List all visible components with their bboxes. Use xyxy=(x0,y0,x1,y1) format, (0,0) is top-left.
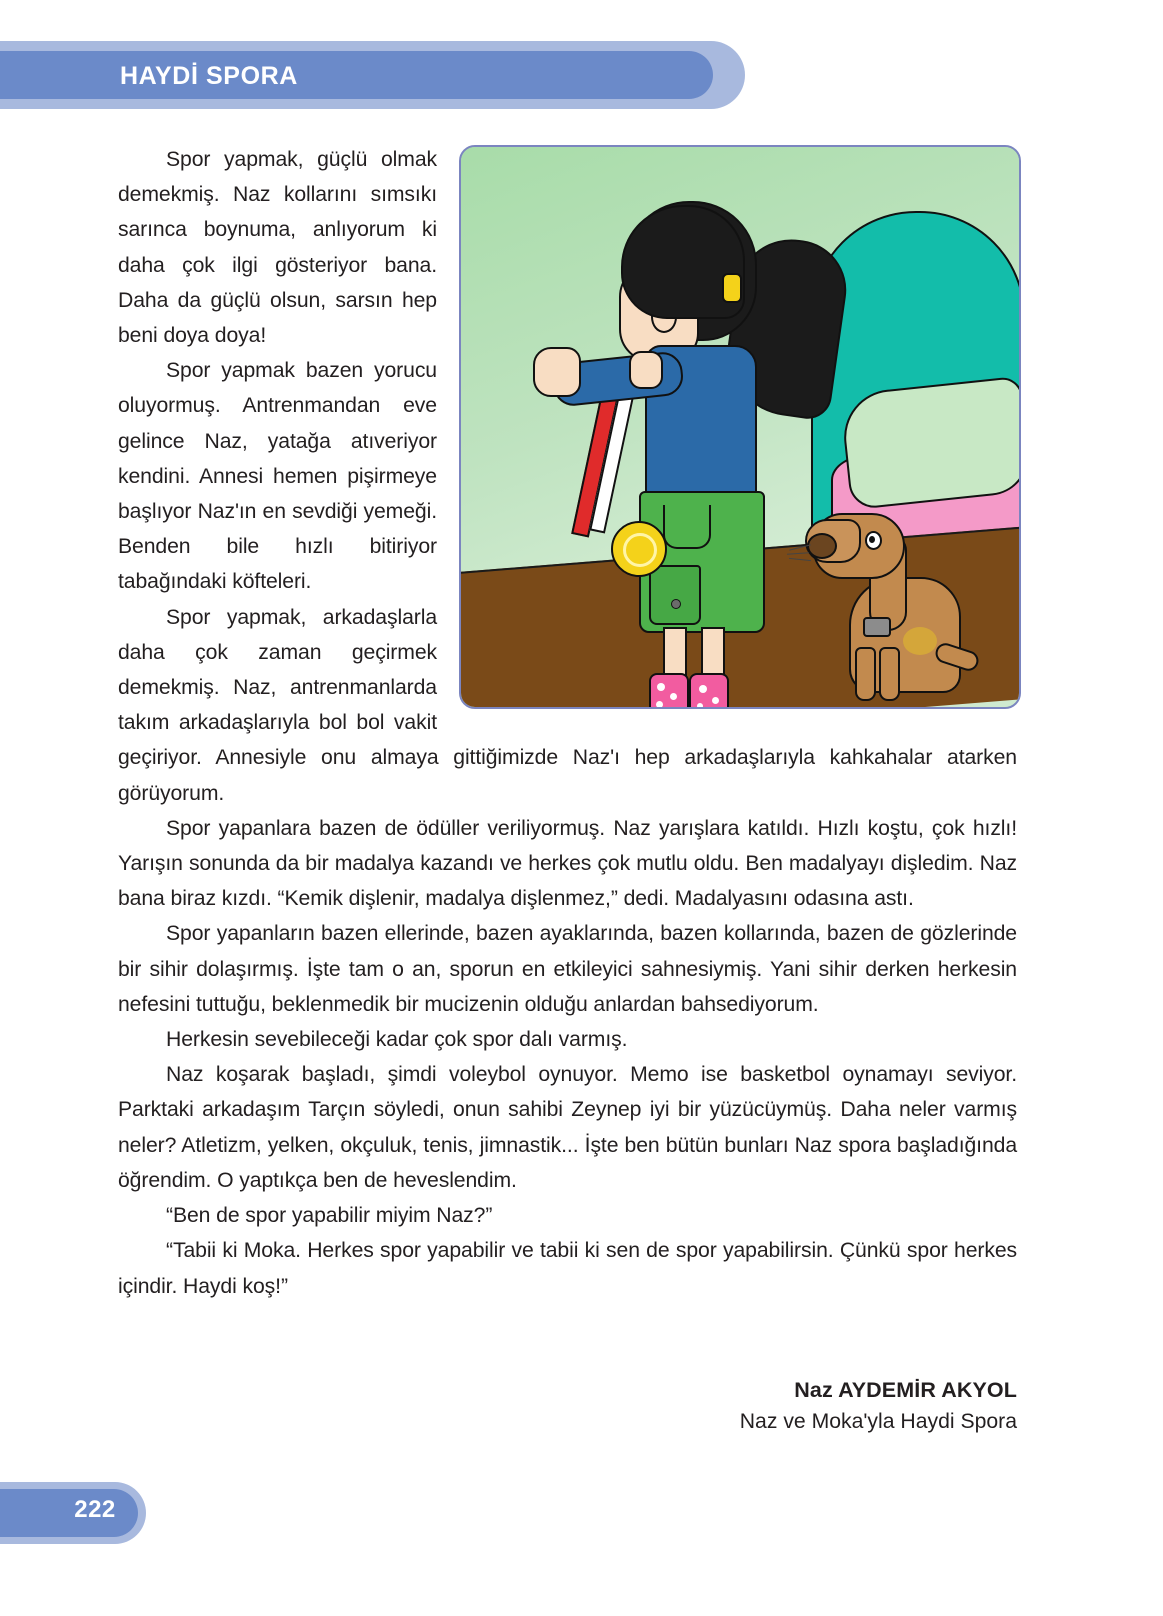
shorts-pocket xyxy=(663,505,711,549)
girl-character xyxy=(579,195,839,695)
gold-medal-icon xyxy=(611,521,667,577)
pocket-button xyxy=(671,599,681,609)
attribution xyxy=(457,1375,1017,1439)
paragraph: Spor yapmak, arkadaşlarla daha çok zaman geçirmek demekmiş. Naz, antrenmanlarda takım arkadaşlarıyla bol bol vakit geçiriyor. Annesiyle onu almaya gittiğimizde Naz'ı hep arkadaşlarıyla kahkahalar atarken görüyorum. xyxy=(118,605,1017,805)
paragraph: Spor yapmak bazen yorucu oluyormuş. Antrenmandan eve gelince Naz, yatağa atıveriyor kendini. Annesi hemen pişirmeye başlıyor Naz'ın en sevdiği yemeği. Benden bile hızlı bitiriyor tabağındaki köfteleri. xyxy=(118,359,437,594)
header-pill xyxy=(0,51,713,99)
story-illustration xyxy=(459,145,1021,709)
girl-hand-left xyxy=(533,347,581,397)
girl-sock-right xyxy=(689,673,729,709)
bed-pillow xyxy=(839,376,1021,510)
paragraph: “Tabii ki Moka. Herkes spor yapabilir ve tabii ki sen de spor yapabilirsin. Çünkü spor herkes içindir. Haydi koş!” xyxy=(118,1239,1017,1298)
dog-fur-patch xyxy=(903,627,937,655)
dog-leg-back xyxy=(879,647,900,701)
dog-collar xyxy=(863,617,891,637)
dog-character xyxy=(807,497,977,697)
dog-muzzle xyxy=(805,519,861,563)
paragraph: Spor yapmak, güçlü olmak demekmiş. Naz kollarını sımsıkı sarınca boynuma, anlıyorum ki daha çok ilgi gösteriyor bana. Daha da güçlü olsun, sarsın hep beni doya doya! xyxy=(118,148,437,348)
paragraph: Herkesin sevebileceği kadar çok spor dalı varmış. xyxy=(166,1028,628,1052)
dog-nose xyxy=(807,533,837,559)
dog-pupil xyxy=(869,536,875,543)
page-number: 222 xyxy=(74,1496,116,1523)
page-title: HAYDİ SPORA xyxy=(120,62,298,90)
paragraph: “Ben de spor yapabilir miyim Naz?” xyxy=(166,1204,493,1228)
attribution-author: Naz AYDEMİR AKYOL xyxy=(794,1378,1017,1402)
paragraph: Spor yapanlara bazen de ödüller veriliyormuş. Naz yarışlara katıldı. Hızlı koştu, çok hızlı! Yarışın sonunda da bir madalya kazandı ve herkes çok mutlu oldu. Ben madalyayı dişledim. Naz bana biraz kızdı. “Kemik dişlenir, madalya dişlenmez,” dedi. Madalyasını odasına astı. xyxy=(118,816,1017,911)
paragraph: Spor yapanların bazen ellerinde, bazen ayaklarında, bazen kollarında, bazen de gözlerinde bir sihir dolaşırmış. İşte tam o an, sporun en etkileyici sahnesiymiş. Yani sihir derken herkesin nefesini tuttuğu, beklenmedik bir mucizenin olduğu anlardan bahsediyorum. xyxy=(118,922,1017,1016)
dog-leg-front xyxy=(855,647,876,701)
paragraph: Naz koşarak başladı, şimdi voleybol oynuyor. Memo ise basketbol oynamayı seviyor. Parktaki arkadaşım Tarçın söyledi, onun sahibi Zeynep iyi bir yüzücüymüş. Daha neler varmış neler? Atletizm, yelken, okçuluk, tenis, jimnastik... İşte ben bütün bunları Naz spora başladığında öğrendim. O yaptıkça ben de heveslendim. xyxy=(118,1063,1017,1192)
article-body xyxy=(118,142,1017,1304)
attribution-source: Naz ve Moka'yla Haydi Spora xyxy=(739,1410,1017,1433)
illustration-figure xyxy=(459,145,1017,705)
girl-sock-left xyxy=(649,673,689,709)
girl-hair-tie xyxy=(722,273,742,303)
shorts-cargo-pocket xyxy=(649,565,701,625)
medal-inner-ring xyxy=(623,533,657,567)
girl-hand-right xyxy=(629,351,663,389)
